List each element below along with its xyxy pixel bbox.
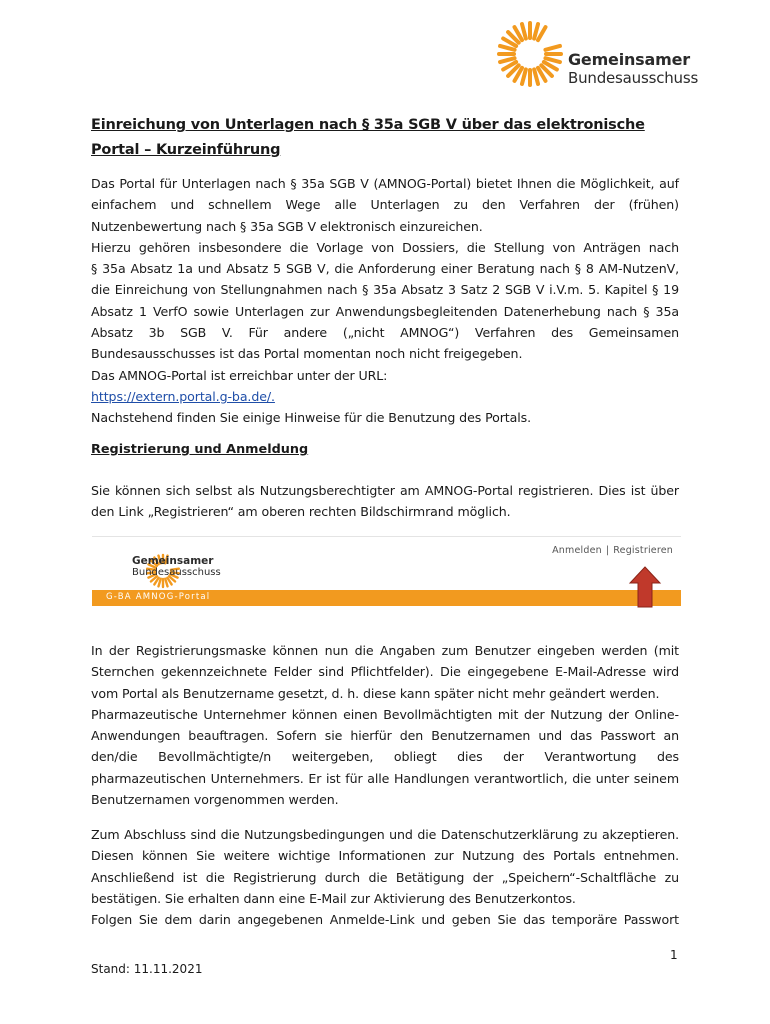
logo-ray: [534, 69, 538, 83]
logo-line-1: Gemeinsamer: [568, 50, 690, 69]
text-line: vom Portal als Benutzername gesetzt, d. h. diese kann später nicht mehr geändert werden.: [91, 685, 660, 701]
text-line: Benutzernamen vorgenommen werden.: [91, 792, 339, 808]
portal-nav: [550, 545, 675, 556]
mini-logo-line-2: Bundesausschuss: [132, 567, 221, 578]
nav-separator: |: [605, 545, 610, 556]
login-link[interactable]: Anmelden: [552, 545, 602, 556]
sunburst-logo-icon: [494, 14, 566, 90]
text-line: den/die Bevollmächtigte/n weitergeben, obliegt dies der Verantwortung des: [91, 749, 679, 765]
logo-ray: [500, 46, 514, 50]
text-line: Das AMNOG-Portal ist erreichbar unter der URL:: [91, 367, 388, 383]
logo-ray: [534, 24, 538, 38]
text-line: Absatz 1 VerfO sowie Unterlagen zur Anwendungsbegleitenden Datenerhebung nach § 35a: [91, 303, 679, 319]
text-line: Absatz 3b SGB V. Für andere („nicht AMNOG“) Verfahren des Gemeinsamen: [91, 325, 679, 341]
text-line: Zum Abschluss sind die Nutzungsbedingungen und die Datenschutzerklärung zu akzeptieren.: [91, 827, 679, 842]
footer-date: Stand: 11.11.2021: [91, 962, 203, 976]
text-line: Bundesausschusses ist das Portal momentan noch nicht freigegeben.: [91, 346, 523, 362]
text-line: Nutzenbewertung nach § 35a SGB V elektronisch einzureichen.: [91, 218, 483, 234]
document-title: Einreichung von Unterlagen nach § 35a SGB V über das elektronische Portal – Kurzeinführung: [91, 117, 645, 158]
logo-ray: [545, 46, 559, 50]
portal-url-link[interactable]: https://extern.portal.g-ba.de/.: [91, 388, 275, 404]
logo-ray: [538, 27, 546, 40]
text-line: Nachstehend finden Sie einige Hinweise für die Benutzung des Portals.: [91, 410, 532, 426]
logo-ray: [158, 579, 160, 587]
registration-intro-paragraph: [91, 480, 679, 523]
logo-ray: [522, 24, 526, 38]
register-link[interactable]: Registrieren: [613, 545, 673, 556]
text-line: einfachem und schnellem Wege alle Unterlagen zu den Verfahren der (frühen): [91, 197, 679, 213]
logo-ray: [545, 58, 559, 62]
text-line: pharmazeutischen Unternehmers. Er ist für alle Handlungen verantwortlich, die unter seinem: [91, 770, 679, 786]
logo-ray: [500, 58, 514, 62]
text-line: Pharmazeutische Unternehmer können einen Bevollmächtigten mit der Nutzung der Online-: [91, 706, 679, 722]
text-line: Hierzu gehören insbesondere die Vorlage von Dossiers, die Stellung von Anträgen nach: [91, 239, 679, 255]
text-line: Sie können sich selbst als Nutzungsberechtigter am AMNOG-Portal registrieren. Dies ist über: [91, 483, 679, 498]
text-line: Anschließend ist die Registrierung durch die Betätigung der „Speichern“-Schaltfläche zu: [91, 869, 679, 885]
intro-paragraph: [91, 173, 679, 429]
page-number: 1: [670, 948, 678, 962]
portal-title-label: G-BA AMNOG-Portal: [106, 592, 211, 602]
up-arrow-icon: [628, 565, 662, 609]
text-line: Anwendungen beauftragen. Sofern sie hierfür den Benutzernamen und das Passwort an: [91, 728, 679, 744]
text-line: § 35a Absatz 1a und Absatz 5 SGB V, die Anforderung einer Beratung nach § 8 AM-NutzenV,: [91, 261, 679, 277]
portal-title-bar: [92, 590, 681, 606]
text-line: Diesen können Sie weitere wichtige Informationen zur Nutzung des Portals entnehmen.: [91, 848, 679, 864]
mini-logo-line-1: Gemeinsamer: [132, 555, 214, 567]
logo-ray: [165, 579, 167, 587]
registration-details-paragraph: [91, 640, 679, 810]
text-line: bestätigen. Sie erhalten dann eine E-Mail zur Aktivierung des Benutzerkontos.: [91, 890, 576, 906]
portal-header-screenshot: [92, 536, 681, 617]
text-line: Sternchen gekennzeichnete Felder sind Pflichtfelder). Die eingegebene E-Mail-Adresse wird: [91, 664, 679, 680]
text-line: Das Portal für Unterlagen nach § 35a SGB V (AMNOG-Portal) bietet Ihnen die Möglichkeit, auf: [91, 176, 679, 191]
logo-ray: [522, 69, 526, 83]
logo-line-2: Bundesausschuss: [568, 69, 699, 87]
text-line: In der Registrierungsmaske können nun die Angaben zum Benutzer eingeben werden (mit: [91, 643, 679, 658]
section-heading: Registrierung und Anmeldung: [91, 442, 309, 457]
text-line: Folgen Sie dem darin angegebenen Anmelde-Link und geben Sie das temporäre Passwort: [91, 912, 679, 928]
completion-paragraph: [91, 824, 679, 930]
text-line: den Link „Registrieren“ am oberen rechten Bildschirmrand möglich.: [91, 504, 511, 520]
text-line: die Einreichung von Stellungnahmen nach § 35a Absatz 3 Satz 2 SGB V i.V.m. 5. Kapitel § 19: [91, 282, 679, 298]
gba-logo: [494, 14, 714, 90]
